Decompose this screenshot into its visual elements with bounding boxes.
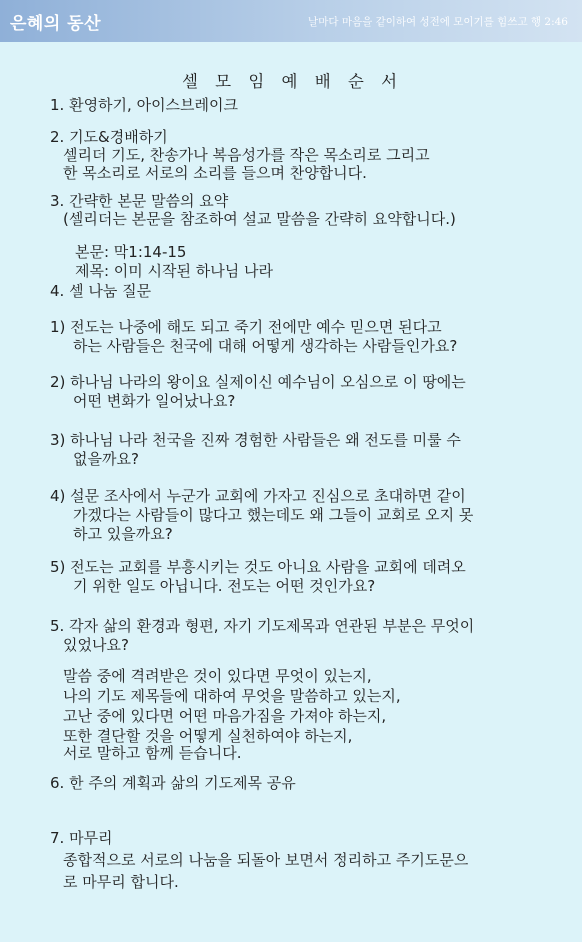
- question-2-line: 어떤 변화가 일어났나요?: [73, 392, 236, 410]
- item-5-text-line: 서로 말하고 함께 듣습니다.: [63, 744, 242, 762]
- header-title: 은혜의 동산: [10, 14, 102, 34]
- question-4-line: 가겠다는 사람들이 많다고 했는데도 왜 그들이 교회로 오지 못: [73, 506, 474, 524]
- scripture-reference: 본문: 막1:14-15: [75, 243, 187, 261]
- item-5-text-line: 또한 결단할 것을 어떻게 실천하여야 하는지,: [63, 727, 353, 745]
- item-7-text-line: 로 마무리 합니다.: [63, 873, 179, 891]
- item-3-text-line: (셀리더는 본문을 참조하여 설교 말씀을 간략히 요약합니다.): [63, 210, 456, 228]
- question-2-line: 2) 하나님 나라의 왕이요 실제이신 예수님이 오심으로 이 땅에는: [50, 373, 466, 391]
- header-subtitle: 날마다 마음을 같이하여 성전에 모이기를 힘쓰고 행 2:46: [308, 16, 568, 28]
- item-1-heading: 1. 환영하기, 아이스브레이크: [50, 96, 239, 114]
- question-4-line: 하고 있을까요?: [73, 525, 173, 543]
- sermon-title: 제목: 이미 시작된 하나님 나라: [75, 262, 274, 280]
- question-4-line: 4) 설문 조사에서 누군가 교회에 가자고 진심으로 초대하면 같이: [50, 487, 466, 505]
- item-5-heading: 있었나요?: [63, 636, 129, 654]
- item-2-text-line: 한 목소리로 서로의 소리를 들으며 찬양합니다.: [63, 164, 367, 182]
- item-5-text-line: 고난 중에 있다면 어떤 마음가짐을 가져야 하는지,: [63, 707, 387, 725]
- item-3-heading: 3. 간략한 본문 말씀의 요약: [50, 192, 229, 210]
- question-3-line: 3) 하나님 나라 천국을 진짜 경험한 사람들은 왜 전도를 미룰 수: [50, 431, 461, 449]
- item-2-heading: 2. 기도&경배하기: [50, 128, 168, 146]
- item-7-heading: 7. 마무리: [50, 829, 113, 847]
- question-1-line: 1) 전도는 나중에 해도 되고 죽기 전에만 예수 믿으면 된다고: [50, 318, 442, 336]
- document-title: 셀 모 임 예 배 순 서: [181, 72, 401, 91]
- item-5-text-line: 말씀 중에 격려받은 것이 있다면 무엇이 있는지,: [63, 667, 372, 685]
- question-3-line: 없을까요?: [73, 450, 139, 468]
- item-6-heading: 6. 한 주의 계획과 삶의 기도제목 공유: [50, 774, 296, 792]
- item-5-text-line: 나의 기도 제목들에 대하여 무엇을 말씀하고 있는지,: [63, 687, 401, 705]
- item-4-heading: 4. 셀 나눔 질문: [50, 282, 152, 300]
- question-5-line: 5) 전도는 교회를 부흥시키는 것도 아니요 사람을 교회에 데려오: [50, 558, 466, 576]
- item-5-heading: 5. 각자 삶의 환경과 형편, 자기 기도제목과 연관된 부분은 무엇이: [50, 617, 475, 635]
- question-5-line: 기 위한 일도 아닙니다. 전도는 어떤 것인가요?: [73, 577, 376, 595]
- item-7-text-line: 종합적으로 서로의 나눔을 되돌아 보면서 정리하고 주기도문으: [63, 851, 469, 869]
- item-2-text-line: 셀리더 기도, 찬송가나 복음성가를 작은 목소리로 그리고: [63, 146, 430, 164]
- question-1-line: 하는 사람들은 천국에 대해 어떻게 생각하는 사람들인가요?: [73, 337, 458, 355]
- header-banner: [0, 0, 582, 42]
